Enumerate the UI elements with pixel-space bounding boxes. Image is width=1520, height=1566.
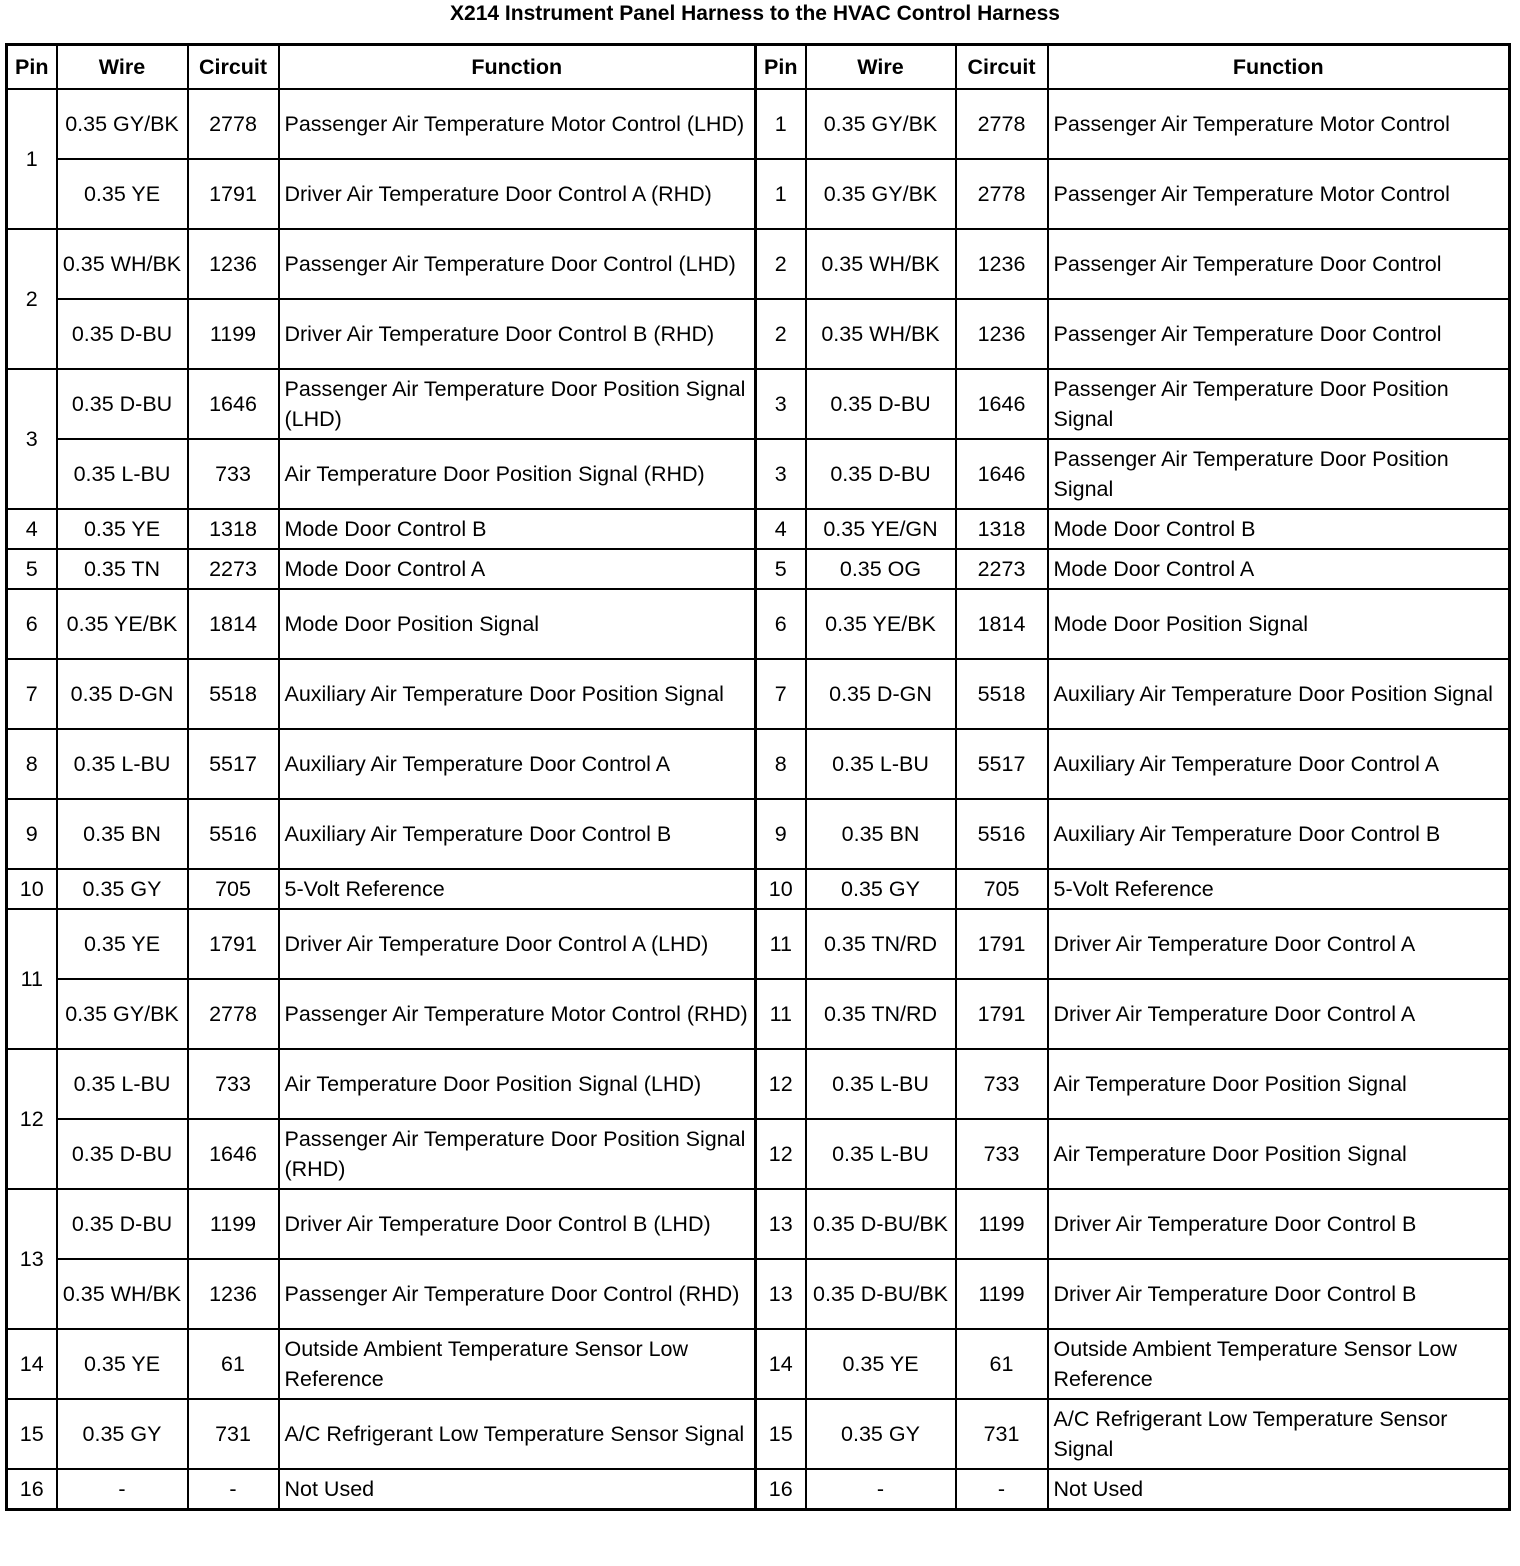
circuit-cell: 1814 (956, 589, 1048, 659)
circuit-cell: 61 (956, 1329, 1048, 1399)
circuit-cell: 1646 (188, 1119, 279, 1189)
table-row (7, 589, 1510, 659)
function-cell: Driver Air Temperature Door Control B (LHD) (279, 1189, 756, 1259)
pin-cell: 13 (756, 1259, 806, 1329)
wire-cell: 0.35 YE (57, 159, 188, 229)
function-cell: Auxiliary Air Temperature Door Control B (279, 799, 756, 869)
pin-cell: 8 (7, 729, 57, 799)
circuit-cell: 705 (956, 869, 1048, 909)
wire-cell: 0.35 YE (57, 1329, 188, 1399)
pin-cell: 9 (756, 799, 806, 869)
wire-cell: 0.35 D-BU (57, 1119, 188, 1189)
table-row (7, 1469, 1510, 1510)
circuit-cell: 2778 (188, 89, 279, 159)
function-cell: Mode Door Position Signal (279, 589, 756, 659)
wire-cell: 0.35 L-BU (806, 1049, 956, 1119)
pin-cell: 15 (7, 1399, 57, 1469)
circuit-cell: 1646 (956, 369, 1048, 439)
header-function: Function (1048, 45, 1510, 90)
wire-cell: 0.35 BN (57, 799, 188, 869)
wire-cell: 0.35 YE (57, 909, 188, 979)
function-cell: 5-Volt Reference (1048, 869, 1510, 909)
wire-cell: 0.35 TN/RD (806, 909, 956, 979)
header-circuit: Circuit (956, 45, 1048, 90)
table-row (7, 1259, 1510, 1329)
pin-cell: 7 (7, 659, 57, 729)
table-row (7, 1189, 1510, 1259)
pin-cell: 4 (7, 509, 57, 549)
circuit-cell: 61 (188, 1329, 279, 1399)
circuit-cell: 2273 (188, 549, 279, 589)
pin-cell: 14 (756, 1329, 806, 1399)
wire-cell: 0.35 YE (806, 1329, 956, 1399)
pin-cell: 4 (756, 509, 806, 549)
function-cell: Driver Air Temperature Door Control A (RHD) (279, 159, 756, 229)
function-cell: Driver Air Temperature Door Control B (1048, 1259, 1510, 1329)
pin-cell: 10 (756, 869, 806, 909)
function-cell: Passenger Air Temperature Door Control (RHD) (279, 1259, 756, 1329)
function-cell: Air Temperature Door Position Signal (LHD) (279, 1049, 756, 1119)
pin-cell: 2 (7, 229, 57, 369)
table-row (7, 909, 1510, 979)
wire-cell: 0.35 L-BU (57, 1049, 188, 1119)
header-circuit: Circuit (188, 45, 279, 90)
pin-cell: 12 (7, 1049, 57, 1189)
circuit-cell: 1791 (956, 909, 1048, 979)
wire-cell: 0.35 D-BU (57, 299, 188, 369)
table-row (7, 509, 1510, 549)
function-cell: Auxiliary Air Temperature Door Position Signal (279, 659, 756, 729)
function-cell: Air Temperature Door Position Signal (1048, 1119, 1510, 1189)
function-cell: Not Used (279, 1469, 756, 1510)
circuit-cell: 733 (188, 1049, 279, 1119)
circuit-cell: 733 (956, 1119, 1048, 1189)
table-row (7, 869, 1510, 909)
header-function: Function (279, 45, 756, 90)
circuit-cell: 2273 (956, 549, 1048, 589)
function-cell: Passenger Air Temperature Motor Control (LHD) (279, 89, 756, 159)
header-row (7, 45, 1510, 90)
circuit-cell: 1791 (188, 159, 279, 229)
circuit-cell: 733 (956, 1049, 1048, 1119)
function-cell: Auxiliary Air Temperature Door Control B (1048, 799, 1510, 869)
function-cell: Auxiliary Air Temperature Door Control A (1048, 729, 1510, 799)
pin-cell: 2 (756, 229, 806, 299)
circuit-cell: 5516 (956, 799, 1048, 869)
wire-cell: 0.35 D-GN (57, 659, 188, 729)
header-pin: Pin (7, 45, 57, 90)
wire-cell: 0.35 D-BU/BK (806, 1189, 956, 1259)
pin-cell: 11 (756, 979, 806, 1049)
function-cell: Mode Door Control B (279, 509, 756, 549)
function-cell: Driver Air Temperature Door Control A (1048, 979, 1510, 1049)
wire-cell: 0.35 GY (806, 869, 956, 909)
pin-cell: 1 (756, 89, 806, 159)
wire-cell: 0.35 GY (57, 869, 188, 909)
wire-cell: 0.35 WH/BK (57, 1259, 188, 1329)
pin-cell: 8 (756, 729, 806, 799)
circuit-cell: 1646 (956, 439, 1048, 509)
pin-cell: 3 (7, 369, 57, 509)
function-cell: Passenger Air Temperature Motor Control (1048, 89, 1510, 159)
circuit-cell: 1199 (188, 1189, 279, 1259)
header-wire: Wire (57, 45, 188, 90)
function-cell: Mode Door Control B (1048, 509, 1510, 549)
pin-cell: 1 (7, 89, 57, 229)
function-cell: Driver Air Temperature Door Control B (1048, 1189, 1510, 1259)
wire-cell: 0.35 GY/BK (57, 89, 188, 159)
wire-cell: 0.35 YE/BK (806, 589, 956, 659)
function-cell: Mode Door Position Signal (1048, 589, 1510, 659)
circuit-cell: 1814 (188, 589, 279, 659)
circuit-cell: 731 (956, 1399, 1048, 1469)
table-row (7, 799, 1510, 869)
wire-cell: 0.35 BN (806, 799, 956, 869)
wire-cell: 0.35 D-GN (806, 659, 956, 729)
circuit-cell: 705 (188, 869, 279, 909)
pin-cell: 12 (756, 1119, 806, 1189)
header-pin: Pin (756, 45, 806, 90)
table-row (7, 1049, 1510, 1119)
wire-cell: 0.35 D-BU (57, 1189, 188, 1259)
wire-cell: 0.35 GY/BK (806, 159, 956, 229)
table-row (7, 229, 1510, 299)
wire-cell: 0.35 GY/BK (806, 89, 956, 159)
function-cell: A/C Refrigerant Low Temperature Sensor Signal (279, 1399, 756, 1469)
wire-cell: 0.35 YE/BK (57, 589, 188, 659)
wire-cell: 0.35 L-BU (806, 1119, 956, 1189)
function-cell: Passenger Air Temperature Motor Control (1048, 159, 1510, 229)
wire-cell: - (57, 1469, 188, 1510)
circuit-cell: 5518 (956, 659, 1048, 729)
table-row (7, 299, 1510, 369)
circuit-cell: 733 (188, 439, 279, 509)
circuit-cell: 1236 (956, 299, 1048, 369)
pin-cell: 13 (756, 1189, 806, 1259)
function-cell: Passenger Air Temperature Door Control (LHD) (279, 229, 756, 299)
table-row (7, 729, 1510, 799)
wire-cell: 0.35 GY/BK (57, 979, 188, 1049)
function-cell: Passenger Air Temperature Door Position Signal (LHD) (279, 369, 756, 439)
function-cell: Mode Door Control A (279, 549, 756, 589)
circuit-cell: 1199 (956, 1189, 1048, 1259)
function-cell: Passenger Air Temperature Door Control (1048, 229, 1510, 299)
function-cell: Air Temperature Door Position Signal (RHD) (279, 439, 756, 509)
function-cell: Auxiliary Air Temperature Door Control A (279, 729, 756, 799)
function-cell: Passenger Air Temperature Door Control (1048, 299, 1510, 369)
wire-cell: 0.35 GY (57, 1399, 188, 1469)
function-cell: Driver Air Temperature Door Control A (LHD) (279, 909, 756, 979)
table-title: X214 Instrument Panel Harness to the HVAC Control Harness (450, 2, 1060, 25)
circuit-cell: 1236 (188, 229, 279, 299)
pin-cell: 7 (756, 659, 806, 729)
table-row (7, 159, 1510, 229)
circuit-cell: 2778 (956, 159, 1048, 229)
pin-cell: 15 (756, 1399, 806, 1469)
circuit-cell: - (956, 1469, 1048, 1510)
table-row (7, 369, 1510, 439)
table-row (7, 439, 1510, 509)
pin-cell: 9 (7, 799, 57, 869)
wire-cell: 0.35 WH/BK (57, 229, 188, 299)
pin-cell: 1 (756, 159, 806, 229)
function-cell: Passenger Air Temperature Motor Control (RHD) (279, 979, 756, 1049)
wire-cell: 0.35 D-BU/BK (806, 1259, 956, 1329)
function-cell: Driver Air Temperature Door Control A (1048, 909, 1510, 979)
pin-cell: 12 (756, 1049, 806, 1119)
circuit-cell: 1236 (188, 1259, 279, 1329)
table-row (7, 659, 1510, 729)
function-cell: 5-Volt Reference (279, 869, 756, 909)
table-row (7, 549, 1510, 589)
circuit-cell: 2778 (188, 979, 279, 1049)
wire-cell: 0.35 D-BU (57, 369, 188, 439)
function-cell: Passenger Air Temperature Door Position Signal (1048, 369, 1510, 439)
header-wire: Wire (806, 45, 956, 90)
circuit-cell: 1236 (956, 229, 1048, 299)
pin-cell: 5 (7, 549, 57, 589)
function-cell: Not Used (1048, 1469, 1510, 1510)
circuit-cell: 5517 (188, 729, 279, 799)
pin-cell: 16 (7, 1469, 57, 1510)
pin-cell: 3 (756, 439, 806, 509)
function-cell: Auxiliary Air Temperature Door Position Signal (1048, 659, 1510, 729)
wire-cell: 0.35 TN (57, 549, 188, 589)
wire-cell: 0.35 D-BU (806, 439, 956, 509)
pin-cell: 10 (7, 869, 57, 909)
pin-cell: 11 (756, 909, 806, 979)
table-row (7, 1329, 1510, 1399)
pin-cell: 16 (756, 1469, 806, 1510)
circuit-cell: 2778 (956, 89, 1048, 159)
table-row (7, 1119, 1510, 1189)
circuit-cell: 1318 (188, 509, 279, 549)
circuit-cell: 1646 (188, 369, 279, 439)
wire-cell: 0.35 OG (806, 549, 956, 589)
function-cell: Air Temperature Door Position Signal (1048, 1049, 1510, 1119)
pin-cell: 6 (756, 589, 806, 659)
pin-cell: 13 (7, 1189, 57, 1329)
circuit-cell: 731 (188, 1399, 279, 1469)
wire-cell: - (806, 1469, 956, 1510)
wire-cell: 0.35 YE (57, 509, 188, 549)
function-cell: Passenger Air Temperature Door Position Signal (RHD) (279, 1119, 756, 1189)
circuit-cell: - (188, 1469, 279, 1510)
wire-cell: 0.35 D-BU (806, 369, 956, 439)
wire-cell: 0.35 WH/BK (806, 299, 956, 369)
circuit-cell: 5516 (188, 799, 279, 869)
harness-table (5, 43, 1511, 1511)
pin-cell: 14 (7, 1329, 57, 1399)
function-cell: Driver Air Temperature Door Control B (RHD) (279, 299, 756, 369)
function-cell: Mode Door Control A (1048, 549, 1510, 589)
wire-cell: 0.35 L-BU (57, 439, 188, 509)
pin-cell: 3 (756, 369, 806, 439)
circuit-cell: 1791 (188, 909, 279, 979)
function-cell: Outside Ambient Temperature Sensor Low Reference (279, 1329, 756, 1399)
table-row (7, 979, 1510, 1049)
circuit-cell: 5517 (956, 729, 1048, 799)
wire-cell: 0.35 TN/RD (806, 979, 956, 1049)
circuit-cell: 5518 (188, 659, 279, 729)
wire-cell: 0.35 GY (806, 1399, 956, 1469)
circuit-cell: 1199 (956, 1259, 1048, 1329)
pin-cell: 6 (7, 589, 57, 659)
table-row (7, 89, 1510, 159)
wire-cell: 0.35 YE/GN (806, 509, 956, 549)
function-cell: A/C Refrigerant Low Temperature Sensor Signal (1048, 1399, 1510, 1469)
wire-cell: 0.35 L-BU (806, 729, 956, 799)
circuit-cell: 1318 (956, 509, 1048, 549)
function-cell: Outside Ambient Temperature Sensor Low Reference (1048, 1329, 1510, 1399)
circuit-cell: 1199 (188, 299, 279, 369)
wire-cell: 0.35 WH/BK (806, 229, 956, 299)
circuit-cell: 1791 (956, 979, 1048, 1049)
pin-cell: 11 (7, 909, 57, 1049)
pin-cell: 2 (756, 299, 806, 369)
pin-cell: 5 (756, 549, 806, 589)
function-cell: Passenger Air Temperature Door Position Signal (1048, 439, 1510, 509)
wire-cell: 0.35 L-BU (57, 729, 188, 799)
table-row (7, 1399, 1510, 1469)
